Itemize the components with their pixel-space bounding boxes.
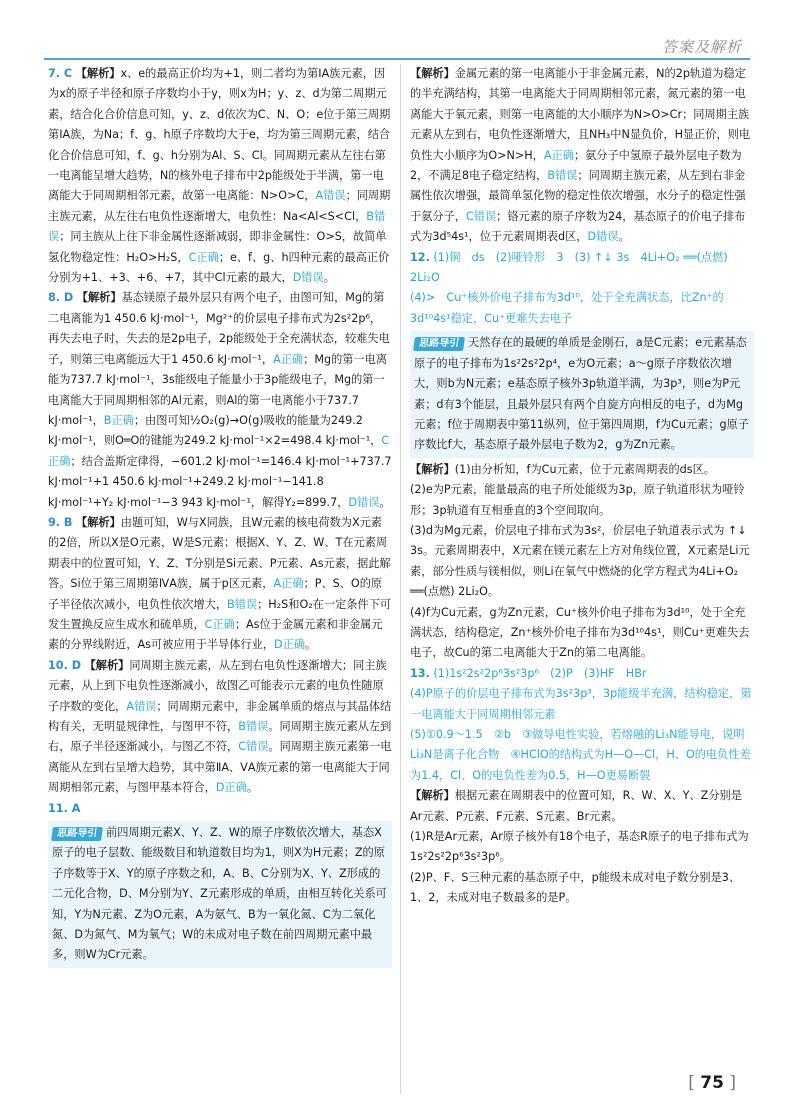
column-divider [400, 64, 401, 1094]
page-number: [ 75 ] [688, 1073, 736, 1093]
right-column [410, 64, 754, 909]
analysis-13-p1: 【解析】根据元素在周期表中的位置可知，R、W、X、Y、Z分别是Ar元素、P元素、F元素、S元素、Br元素。 [410, 789, 742, 823]
question-12: 12. (1)铜 ds (2)哑铃形 3 (3) ↑↓ 3s 4Li+O₂ ══(点燃) 2Li₂O [410, 250, 728, 285]
analysis-13-p2: (1)R是Ar元素，Ar原子核外有18个电子，基态R原子的电子排布式为1s²2s²2p⁶3s²3p⁶。 [410, 830, 749, 864]
answer-12-line2: (4)> Cu⁺核外价电子排布为3d¹⁰，处于全充满状态，比Zn⁺的3d¹⁰4s¹稳定，Cu⁺更难失去电子 [410, 291, 724, 325]
question-8: 8. D 【解析】基态镁原子最外层只有两个电子，由图可知，Mg的第二电离能为1 450.6 kJ·mol⁻¹，Mg²⁺的价层电子排布式为2s²2p⁶，再失去电子时，失去的是2p电子，2p能级处于全充满状态，较难失电子，则第三电离能远大于1 450.6 kJ·mol⁻¹，A正确；Mg的第一电离能为737.7 kJ·mol⁻¹，3s能级电子能量小于3p能级电子，Mg的第一电离能大于同周期相邻的Al元素，则Al的第一电离能小于737.7 kJ·mol⁻¹，B正确；由图可知½O₂(g)→O(g)吸收的能量为249.2 kJ·mol⁻¹，则O═O的键能为249.2 kJ·mol⁻¹×2=498.4 kJ·mol⁻¹，C正确；结合盖斯定律得，−601.2 kJ·mol⁻¹=146.4 kJ·mol⁻¹+737.7 kJ·mol⁻¹+1 450.6 kJ·mol⁻¹+249.2 kJ·mol⁻¹−141.8 kJ·mol⁻¹+Y₂ kJ·mol⁻¹−3 943 kJ·mol⁻¹，解得Y₂=899.7，D错误。 [48, 291, 392, 509]
answer-12-line1: (1)铜 ds (2)哑铃形 3 (3) ↑↓ 3s 4Li+O₂ ══(点燃) 2Li₂O [410, 250, 728, 285]
header-rule [44, 58, 750, 60]
question-11-continued: 【解析】金属元素的第一电离能小于非金属元素，N的2p轨道为稳定的半充满结构，其第一电离能大于同周期相邻元素，氮元素的第一电离能大于氧元素，则第一电离能的大小顺序为N>O>Cr；同周期主族元素从左到右，电负性逐渐增大，且NH₃中N显负价，H显正价，则电负性大小顺序为O>N>H，A正确；氨分子中氢原子最外层电子数为2，不满足8电子稳定结构，B错误；同周期主族元素，从左到右非金属性依次增强，最简单氢化物的稳定性依次增强，水分子的稳定性强于氨分子，C错误；铬元素的原子序数为24，基态原子的价电子排布式为3d⁵4s¹，位于元素周期表d区，D错误。 [410, 67, 751, 244]
question-9: 9. B 【解析】由题可知，W与X同族，且W元素的核电荷数为X元素的2倍，所以X是O元素，W是S元素；根据X、Y、Z、W、T在元素周期表中的位置可知，Y、Z、T分别是Si元素、P元素、As元素，据此解答。Si位于第三周期第ⅣA族，属于p区元素，A正确；P、S、O的原子半径依次减小，电负性依次增大，B错误；H₂S和O₂在一定条件下可发生置换反应生成水和硫单质，C正确；As位于金属元素和非金属元素的分界线附近，As可被应用于半导体行业，D正确。 [48, 515, 392, 652]
hint-badge: 思路导引 [413, 337, 465, 351]
page-header-title: 答案及解析 [661, 38, 742, 56]
answer-13-line2: (4)P原子的价层电子排布式为3s²3p³，3p能级半充满，结构稳定，第一电离能大于同周期相邻元素 [410, 687, 752, 721]
question-11-hint: 思路导引 前四周期元素X、Y、Z、W的原子序数依次增大，基态X原子的电子层数、能级数目和轨道数目均为1，则X为H元素；Z的原子序数等于X、Y的原子序数之和，A、B、C分别为X、Y、Z形成的二元化合物，D、M分别为Y、Z元素形成的单质，由相互转化关系可知，Y为N元素、Z为O元素，A为氨气、B为一氧化氮、C为二氧化氮、D为氮气、M为氧气；W的未成对电子数在前四周期元素中最多，则W为Cr元素。 [48, 821, 392, 968]
answer-13-line3: (5)①0.9～1.5 ②b ③做导电性实验，若熔融的Li₃N能导电，说明Li₃N是离子化合物 ④HClO的结构式为H—O—Cl，H、O的电负性差为1.4，Cl、O的电负性差为0.5，H—O更易断裂 [410, 728, 751, 782]
analysis-12-p2: (2)e为P元素，能量最高的电子所处能级为3p，原子轨道形状为哑铃形；3p轨道有互相垂直的3个空间取向。 [410, 483, 745, 517]
hint-badge: 思路导引 [51, 827, 103, 841]
left-column [48, 64, 392, 970]
question-12-hint: 思路导引 天然存在的最硬的单质是金刚石，a是C元素；e元素基态原子的电子排布为1s²2s²2p⁴，e为O元素；a～g原子序数依次增大，则b为N元素；e基态原子核外3p轨道半满，为3p³，则e为P元素；d有3个能层，且最外层只有两个自旋方向相反的电子，d为Mg元素；f位于周期表中第11纵列，位于第四周期，f为Cu元素；g原子序数比f大，基态原子最外层电子数为2，g为Zn元素。 [410, 331, 754, 457]
question-13: 13. (1)1s²2s²2p⁶3s²3p⁶ (2)P (3)HF HBr [410, 666, 647, 680]
analysis-12-p1: 【解析】(1)由分析知，f为Cu元素，位于元素周期表的ds区。 [410, 462, 715, 476]
analysis-12-p3: (3)d为Mg元素，价层电子排布式为3s²，价层电子轨道表示式为 ↑↓ 3s。元素周期表中，X元素在镁元素左上方对角线位置，X元素是Li元素，部分性质与镁相似，则Li在氧气中燃烧的化学方程式为4Li+O₂ ══(点燃) 2Li₂O。 [410, 523, 750, 599]
analysis-12-p4: (4)f为Cu元素，g为Zn元素，Cu⁺核外价电子排布为3d¹⁰，处于全充满状态，结构稳定，Zn⁺核外价电子排布为3d¹⁰4s¹，则Cu⁺更难失去电子，故Cu的第二电离能大于Zn的第二电离能。 [410, 605, 750, 660]
question-7: 7. C 【解析】x、e的最高正价均为+1，则二者均为第ⅠA族元素，因为x的原子半径和原子序数均小于y，则x为H；y、z、d为第二周期元素，结合化合价信息可知，y、z、d依次为C、N、O；e位于第三周期第ⅠA族，为Na；f、g、h原子序数均大于e，均为第三周期元素，结合化合价信息可知，f、g、h分别为Al、S、Cl。同周期元素从左往右第一电离能呈增大趋势，N的核外电子排布中2p能级处于半满，第一电离能大于同周期相邻元素，故第一电离能：N>O>C，A错误；同周期主族元素，从左往右电负性逐渐增大，电负性：Na<Al<S<Cl，B错误；同主族从上往下非金属性逐渐减弱，即非金属性：O>S，故简单氢化物稳定性：H₂O>H₂S，C正确；e、f、g、h四种元素的最高正价分别为+1、+3、+6、+7，其中Cl元素的最大，D错误。 [48, 67, 391, 285]
analysis-13-p3: (2)P、F、S三种元素的基态原子中，p能级未成对电子数分别是3、1、2，未成对电子数最多的是P。 [410, 870, 741, 905]
question-11: 11. A [48, 801, 81, 815]
question-10: 10. D 【解析】同周期主族元素，从左到右电负性逐渐增大；同主族元素，从上到下电负性逐渐减小，故图乙可能表示元素的电负性随原子序数的变化，A错误；同周期元素中，非金属单质的熔点与其晶体结构有关，无明显规律性，与图甲不符，B错误。同周期主族元素从左到右，原子半径逐渐减小，与图乙不符，C错误。同周期主族元素第一电离能从左到右呈增大趋势，其中第ⅡA、ⅤA族元素的第一电离能大于同周期相邻元素，与图甲基本符合，D正确。 [48, 658, 392, 795]
answer-13-line1: (1)1s²2s²2p⁶3s²3p⁶ (2)P (3)HF HBr [433, 666, 647, 680]
